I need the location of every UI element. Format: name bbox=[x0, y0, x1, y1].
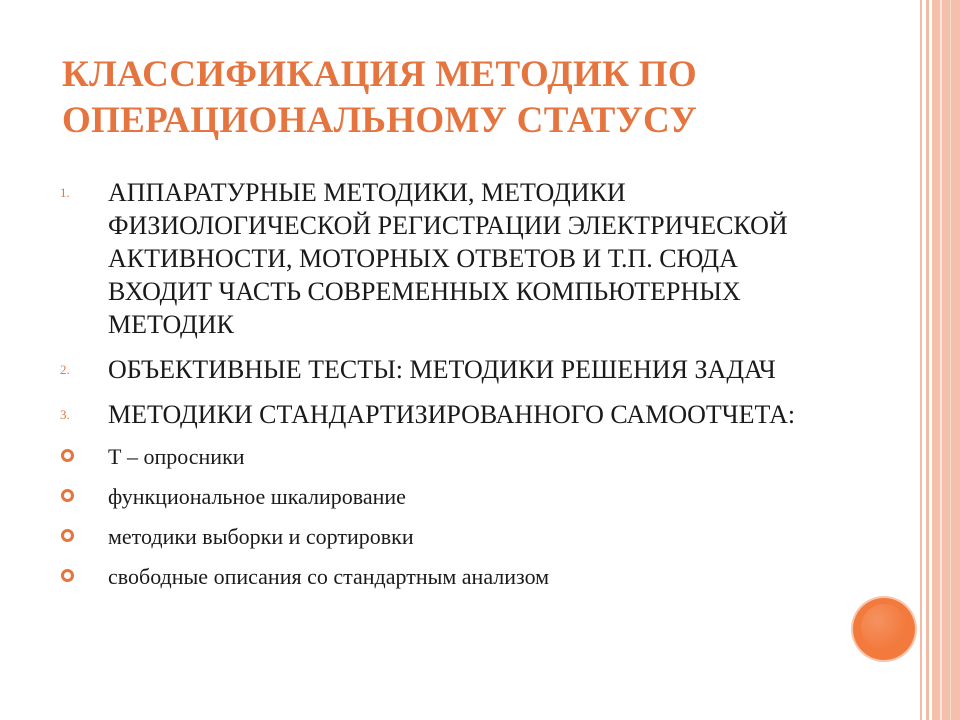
ring-bullet-icon bbox=[61, 489, 74, 502]
decorative-stripe-highlight bbox=[940, 0, 942, 720]
list-item-text: МЕТОДИКИ СТАНДАРТИЗИРОВАННОГО САМООТЧЕТА: bbox=[108, 400, 796, 429]
ring-bullet-icon bbox=[61, 569, 74, 582]
numbered-list-item bbox=[58, 353, 798, 386]
list-item-text: ОБЪЕКТИВНЫЕ ТЕСТЫ: МЕТОДИКИ РЕШЕНИЯ ЗАДАЧ bbox=[108, 355, 776, 384]
list-number: 1. bbox=[60, 185, 70, 200]
bullet-list-item bbox=[58, 483, 798, 511]
list-number: 2. bbox=[60, 362, 70, 377]
content-list bbox=[58, 176, 798, 603]
list-item-text: свободные описания со стандартным анализом bbox=[108, 564, 550, 589]
bullet-list-item bbox=[58, 523, 798, 551]
list-item-text: методики выборки и сортировки bbox=[108, 524, 414, 549]
decorative-circle-icon bbox=[853, 598, 915, 660]
ring-bullet-icon bbox=[61, 449, 74, 462]
decorative-stripe-highlight bbox=[950, 0, 951, 720]
bullet-list-item bbox=[58, 443, 798, 471]
list-item-text: Т – опросники bbox=[108, 444, 245, 469]
numbered-list-item bbox=[58, 398, 798, 431]
decorative-stripe bbox=[926, 0, 929, 720]
slide-title: КЛАССИФИКАЦИЯ МЕТОДИК ПО ОПЕРАЦИОНАЛЬНОМУ СТАТУСУ bbox=[62, 54, 698, 141]
decorative-stripe-band bbox=[932, 0, 960, 720]
bullet-list-item bbox=[58, 563, 798, 591]
list-number: 3. bbox=[60, 407, 70, 422]
list-item-text: функциональное шкалирование bbox=[108, 484, 406, 509]
decorative-stripe bbox=[920, 0, 922, 720]
list-item-text: АППАРАТУРНЫЕ МЕТОДИКИ, МЕТОДИКИ ФИЗИОЛОГИЧЕСКОЙ РЕГИСТРАЦИИ ЭЛЕКТРИЧЕСКОЙ АКТИВНОСТИ, МОТОРНЫХ ОТВЕТОВ И Т.П. СЮДА ВХОДИТ ЧАСТЬ СОВРЕМЕННЫХ КОМПЬЮТЕРНЫХ МЕТОДИК bbox=[108, 178, 788, 339]
numbered-list-item bbox=[58, 176, 798, 341]
ring-bullet-icon bbox=[61, 529, 74, 542]
